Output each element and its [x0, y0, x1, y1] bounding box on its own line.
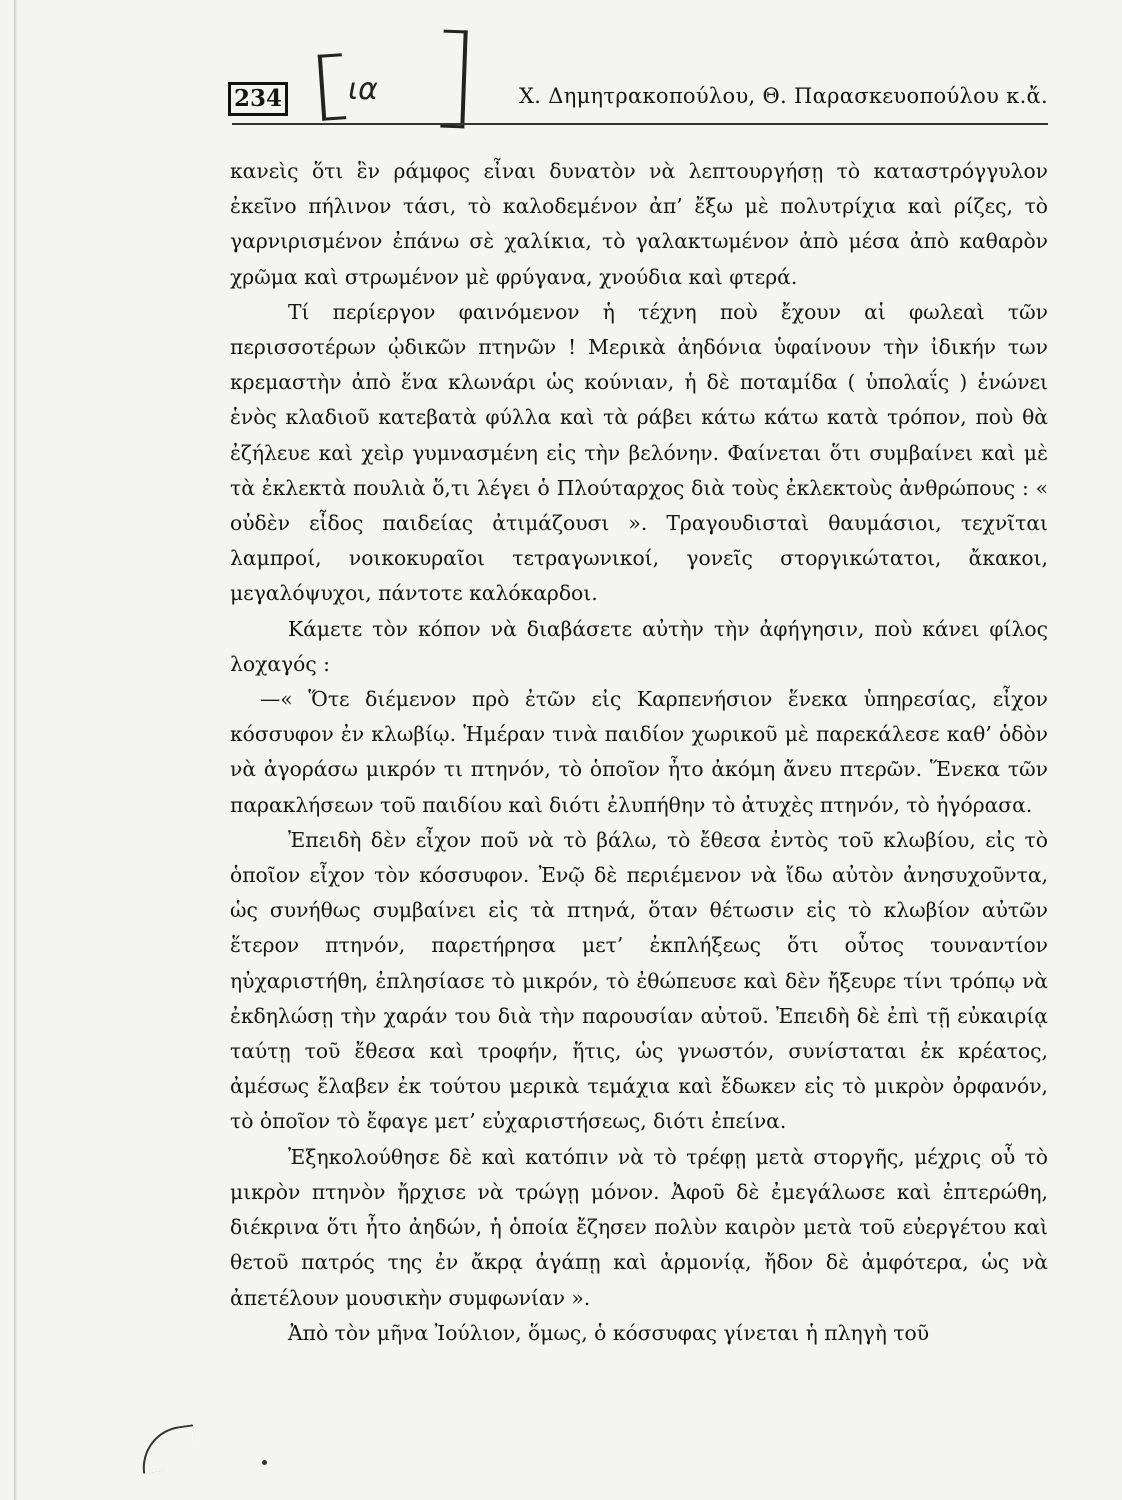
page-edge-shadow — [14, 0, 17, 1500]
paragraph: κανεὶς ὅτι ἓν ράμφος εἶναι δυνατὸν νὰ λεπτουργήσῃ τὸ καταστρόγγυλον ἐκεῖνο πήλινον τάσι, τὸ καλοδεμένον ἀπ’ ἔξω μὲ πολυτρίχια καὶ ρίζες, τὸ γαρνιρισμένον ἐπάνω σὲ χαλίκια, τὸ γαλακτωμένον ἀπὸ μέσα ἀπὸ καθαρὸν χρῶμα καὶ στρωμένον μὲ φρύγανα, χνούδια καὶ φτερά. — [230, 159, 1048, 289]
page-number: 234 — [228, 82, 288, 116]
header-rule — [232, 123, 1048, 125]
paragraph: Ἐπειδὴ δὲν εἶχον ποῦ νὰ τὸ βάλω, τὸ ἔθεσα ἐντὸς τοῦ κλωβίου, εἰς τὸ ὁποῖον εἶχον τὸν κόσσυφον. Ἐνῷ δὲ περιέμενον νὰ ἴδω αὐτὸν ἀνησυχοῦντα, ὡς συνήθως συμβαίνει εἰς τὰ πτηνά, ὅταν θέτωσιν εἰς τὸ κλωβίον αὐτῶν ἕτερον πτηνόν, παρετήρησα μετ’ ἐκπλήξεως ὅτι οὗτος τουναντίον ηὐχαριστήθη, ἐπλησίασε τὸ μικρόν, τὸ ἐθώπευσε καὶ δὲν ἤξευρε τίνι τρόπῳ νὰ ἐκδηλώσῃ τὴν χαράν του διὰ τὴν παρουσίαν αὐτοῦ. Ἐπειδὴ δὲ ἐπὶ τῇ εὐκαιρίᾳ ταύτῃ τοῦ ἔθεσα καὶ τροφήν, ἥτις, ὡς γνωστόν, συνίσταται ἐκ κρέατος, ἀμέσως ἔλαβεν ἐκ τούτου μερικὰ τεμάχια καὶ ἔδωκεν εἰς τὸ μικρὸν ὀρφανόν, τὸ ὁποῖον τὸ ἔφαγε μετ’ εὐχαριστήσεως, διότι ἐπείνα. — [230, 827, 1048, 1134]
running-head: Χ. Δημητρακοπούλου, Θ. Παρασκευοπούλου κ.ἄ. — [519, 84, 1048, 108]
stray-dot — [262, 1460, 267, 1465]
paragraph: Ἐξηκολούθησε δὲ καὶ κατόπιν νὰ τὸ τρέφῃ μετὰ στοργῆς, μέχρις οὗ τὸ μικρὸν πτηνὸν ἤρχισε νὰ τρώγῃ μόνον. Ἀφοῦ δὲ ἐμεγάλωσε καὶ ἐπτερώθη, διέκρινα ὅτι ἦτο ἀηδών, ἡ ὁποία ἔζησεν πολὺν καιρὸν μετὰ τοῦ εὐεργέτου καὶ θετοῦ πατρός της ἐν ἄκρᾳ ἀγάπῃ καὶ ἁρμονίᾳ, ἤδον δὲ ἀμφότερα, ὡς νὰ ἀπετέλουν μουσικὴν συμφωνίαν ». — [230, 1144, 1048, 1310]
stray-pen-mark — [137, 1424, 198, 1473]
paragraph: Κάμετε τὸν κόπον νὰ διαβάσετε αὐτὴν τὴν ἀφήγησιν, ποὺ κάνει φίλος λοχαγός : — [230, 616, 1048, 676]
body-text — [230, 154, 1048, 1351]
handwritten-bracket-close — [440, 30, 467, 129]
paragraph: Ἀπὸ τὸν μῆνα Ἰούλιον, ὅμως, ὁ κόσσυφας γίνεται ἡ πληγὴ τοῦ — [288, 1320, 930, 1345]
handwritten-note: ια — [348, 72, 378, 107]
page-header — [228, 54, 1048, 126]
paragraph: —« Ὅτε διέμενον πρὸ ἐτῶν εἰς Καρπενήσιον ἕνεκα ὑπηρεσίας, εἶχον κόσσυφον ἐν κλωβίῳ. Ἡμέραν τινὰ παιδίον χωρικοῦ μὲ παρεκάλεσε καθ’ ὁδὸν νὰ ἀγοράσω μικρόν τι πτηνόν, τὸ ὁποῖον ἦτο ἀκόμη ἄνευ πτερῶν. Ἕνεκα τῶν παρακλήσεων τοῦ παιδίου καὶ διότι ἐλυπήθην τὸ ἀτυχὲς πτηνόν, τὸ ἠγόρασα. — [230, 687, 1048, 817]
handwritten-bracket-open — [318, 53, 347, 121]
paragraph: Τί περίεργον φαινόμενον ἡ τέχνη ποὺ ἔχουν αἱ φωλεαὶ τῶν περισσοτέρων ᾠδικῶν πτηνῶν ! Μερικὰ ἀηδόνια ὑφαίνουν τὴν ἰδικήν των κρεμαστὴν ἀπὸ ἕνα κλωνάρι ὡς κούνιαν, ἡ δὲ ποταμίδα ( ὑπολαΐς ) ἑνώνει ἑνὸς κλαδιοῦ κατεβατὰ φύλλα καὶ τὰ ράβει κάτω κάτω κατὰ τρόπον, ποὺ θὰ ἐζήλευε καὶ χεὶρ γυμνασμένη εἰς τὴν βελόνην. Φαίνεται ὅτι συμβαίνει καὶ μὲ τὰ ἐκλεκτὰ πουλιὰ ὅ,τι λέγει ὁ Πλούταρχος διὰ τοὺς ἐκλεκτοὺς ἀνθρώπους : « οὐδὲν εἶδος παιδείας ἀτιμάζουσι ». Τραγουδισταὶ θαυμάσιοι, τεχνῖται λαμπροί, νοικοκυραῖοι τετραγωνικοί, γονεῖς στοργικώτατοι, ἄκακοι, μεγαλόψυχοι, πάντοτε καλόκαρδοι. — [230, 299, 1048, 606]
